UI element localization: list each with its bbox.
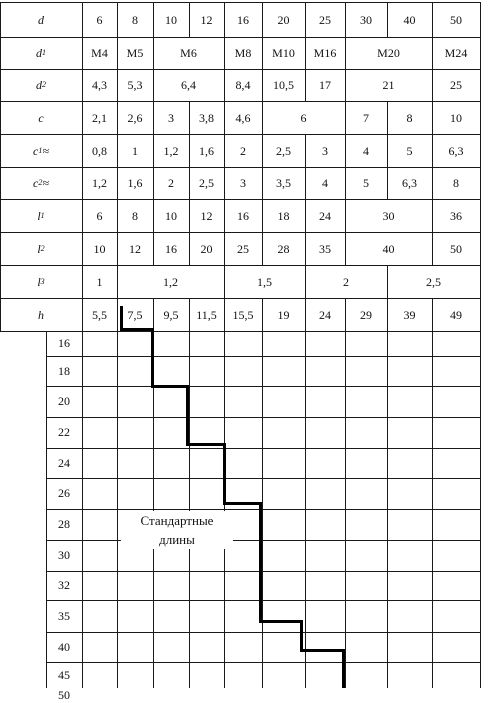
table-cell: M5 [126, 46, 144, 60]
row-symbol: h [38, 307, 44, 322]
table-cell: 11,5 [196, 307, 217, 322]
standard-length-boundary [223, 443, 226, 504]
standard-length-boundary [223, 502, 261, 505]
table-cell: 25 [450, 78, 462, 92]
standard-length-boundary [120, 328, 153, 331]
table-cell: 50 [450, 241, 462, 256]
table-cell: 3,5 [276, 176, 291, 190]
grid-row-rule [46, 356, 480, 357]
table-cell: 8,4 [235, 78, 251, 92]
table-cell: 4,3 [92, 78, 107, 92]
grid-row-rule [46, 417, 480, 418]
table-cell: 2,5 [276, 143, 291, 158]
table-cell: 3,8 [199, 110, 214, 125]
table-cell: 9,5 [163, 307, 179, 322]
grid-column-rule [432, 331, 433, 688]
standard-length-boundary [120, 306, 123, 330]
table-cell: 36 [450, 208, 462, 223]
table-cell: 15,5 [232, 307, 254, 322]
row-symbol: d [38, 12, 44, 27]
table-cell: 1,2 [163, 143, 179, 158]
table-cell: 5,5 [92, 307, 107, 322]
table-cell: 24 [319, 307, 331, 322]
table-cell: 2 [168, 176, 174, 190]
table-cell: 12 [200, 12, 213, 27]
table-cell: 2,1 [92, 110, 107, 125]
table-cell: 29 [360, 307, 372, 322]
table-cell: 30 [360, 12, 372, 27]
grid-row-rule [46, 632, 480, 633]
table-cell: M6 [180, 46, 197, 60]
table-cell: M10 [272, 46, 295, 60]
row-header [0, 2, 82, 37]
grid-column-rule [262, 331, 263, 688]
standard-lengths-label-line: длины [159, 532, 195, 547]
table-cell: 8 [453, 176, 459, 190]
length-label: 16 [58, 336, 70, 350]
length-label: 18 [58, 363, 70, 378]
grid-column-rule [189, 331, 190, 688]
row-header [0, 167, 82, 199]
table-cell: 5,3 [127, 78, 143, 92]
table-cell: 2 [343, 274, 349, 289]
table-cell: 21 [382, 78, 395, 92]
table-border-right [480, 2, 481, 332]
table-cell: 1,2 [92, 176, 107, 190]
table-cell: 39 [403, 307, 416, 322]
table-cell: 12 [129, 241, 141, 256]
table-cell: 1,6 [199, 143, 214, 158]
table-cell: 20 [277, 12, 290, 27]
table-cell: 25 [319, 12, 331, 27]
row-header [0, 37, 82, 69]
table-cell: 17 [319, 78, 331, 92]
table-cell: 50 [450, 12, 462, 27]
table-cell: 6,4 [181, 78, 196, 92]
length-label: 50 [58, 688, 70, 702]
length-label: 26 [58, 486, 70, 500]
table-cell: 2 [240, 143, 246, 158]
grid-row-rule [46, 386, 480, 387]
standard-length-boundary [151, 328, 154, 387]
table-cell: 2,5 [426, 274, 441, 289]
standard-length-boundary [300, 649, 345, 652]
row-header [0, 232, 82, 265]
grid-row-rule [46, 540, 480, 541]
table-cell: 10,5 [273, 78, 294, 92]
length-label: 35 [58, 608, 70, 623]
table-cell: 40 [403, 12, 416, 27]
row-header [0, 134, 82, 167]
table-cell: 20 [200, 241, 213, 256]
grid-row-rule [46, 662, 480, 663]
standard-length-boundary [186, 385, 189, 445]
standard-length-boundary [342, 649, 345, 688]
grid-column-rule [224, 331, 225, 688]
row-symbol-subscript: 3 [40, 276, 45, 286]
table-cell: 18 [277, 208, 290, 223]
table-cell: M16 [313, 46, 337, 60]
table-cell: M8 [234, 46, 252, 60]
row-header [0, 69, 82, 101]
standard-length-boundary [186, 443, 225, 446]
table-cell: 1 [96, 274, 103, 289]
grid-row-rule [46, 448, 480, 449]
table-cell: 1 [132, 143, 138, 158]
table-cell: M20 [377, 46, 400, 60]
table-cell: 2,6 [127, 110, 143, 125]
table-cell: 5 [406, 143, 413, 158]
row-symbol: l [37, 241, 41, 256]
length-label: 20 [58, 394, 70, 408]
length-label: 32 [58, 578, 70, 592]
table-cell: 0,8 [92, 143, 107, 158]
row-header [0, 298, 82, 331]
row-symbol-subscript: 2 [42, 80, 46, 89]
standard-length-boundary [259, 502, 262, 622]
standard-length-boundary [300, 620, 303, 651]
table-cell: 7,5 [127, 307, 143, 322]
table-cell: 3 [168, 110, 174, 125]
grid-row-rule [46, 509, 480, 510]
standard-length-boundary [259, 620, 302, 623]
row-header [0, 265, 82, 298]
row-symbol: d [36, 46, 42, 60]
grid-column-rule [82, 331, 83, 688]
table-cell: 6 [96, 12, 103, 27]
table-cell: 6,3 [448, 143, 464, 158]
standard-length-boundary [151, 385, 188, 388]
grid-border-right [480, 331, 481, 688]
table-cell: 19 [277, 307, 290, 322]
table-cell: 30 [382, 208, 395, 223]
table-cell: 10 [93, 241, 106, 256]
table-cell: 10 [165, 12, 177, 27]
table-cell: 8 [132, 208, 138, 223]
row-symbol: d [36, 78, 42, 92]
row-symbol-subscript: 1 [42, 48, 46, 57]
table-cell: 7 [363, 110, 369, 125]
table-cell: 2,5 [199, 176, 214, 190]
standard-lengths-label [121, 511, 233, 549]
table-cell: 1,5 [257, 274, 272, 289]
grid-row-rule [46, 478, 480, 479]
table-cell: 16 [237, 208, 249, 223]
length-label: 40 [58, 639, 70, 654]
table-cell: 8 [132, 12, 138, 27]
length-label: 45 [58, 667, 70, 682]
length-label: 24 [58, 455, 70, 470]
table-cell: 6 [300, 110, 307, 125]
row-symbol-subscript: 2 [40, 243, 45, 253]
grid-column-rule [387, 331, 388, 688]
row-symbol-subscript: 2 [38, 178, 43, 187]
row-symbol: l [37, 208, 41, 223]
table-cell: 10 [450, 110, 462, 125]
table-cell: 3 [322, 143, 328, 158]
table-cell: 10 [165, 208, 177, 223]
table-cell: M4 [91, 46, 108, 60]
table-cell: 12 [200, 208, 213, 223]
length-label: 22 [58, 425, 70, 439]
grid-column-rule [117, 331, 118, 688]
table-cell: 49 [450, 307, 462, 322]
table-cell: M24 [444, 46, 468, 60]
grid-row-rule [46, 571, 480, 572]
row-symbol-subscript: 1 [38, 145, 43, 155]
table-cell: 1,6 [127, 176, 143, 190]
row-symbol-approx: ≈ [42, 176, 49, 190]
row-symbol: c [33, 176, 39, 190]
grid-column-rule [345, 331, 346, 688]
table-cell: 16 [237, 12, 249, 27]
table-cell: 25 [237, 241, 249, 256]
table-cell: 5 [363, 176, 369, 190]
grid-column-rule [305, 331, 306, 688]
row-symbol: l [37, 274, 41, 289]
table-cell: 4 [363, 143, 369, 158]
grid-row-rule [46, 600, 480, 601]
row-symbol: c [33, 143, 39, 158]
table-cell: 28 [277, 241, 290, 256]
table-cell: 1,2 [163, 274, 178, 289]
table-cell: 4 [322, 176, 328, 190]
length-label: 30 [58, 548, 70, 562]
row-symbol-approx: ≈ [42, 143, 49, 158]
table-cell: 3 [240, 176, 246, 190]
row-symbol-subscript: 1 [40, 210, 45, 220]
table-cell: 35 [319, 241, 331, 256]
table-cell: 8 [406, 110, 413, 125]
table-cell: 6 [96, 208, 103, 223]
standard-lengths-label-line: Стандартные [140, 513, 214, 528]
table-cell: 16 [165, 241, 177, 256]
table-cell: 4,6 [235, 110, 251, 125]
row-header [0, 199, 82, 232]
length-label: 28 [58, 517, 70, 531]
table-cell: 24 [319, 208, 331, 223]
table-cell: 6,3 [402, 176, 417, 190]
table-cell: 40 [382, 241, 395, 256]
row-symbol: c [38, 110, 44, 125]
row-header [0, 101, 82, 134]
